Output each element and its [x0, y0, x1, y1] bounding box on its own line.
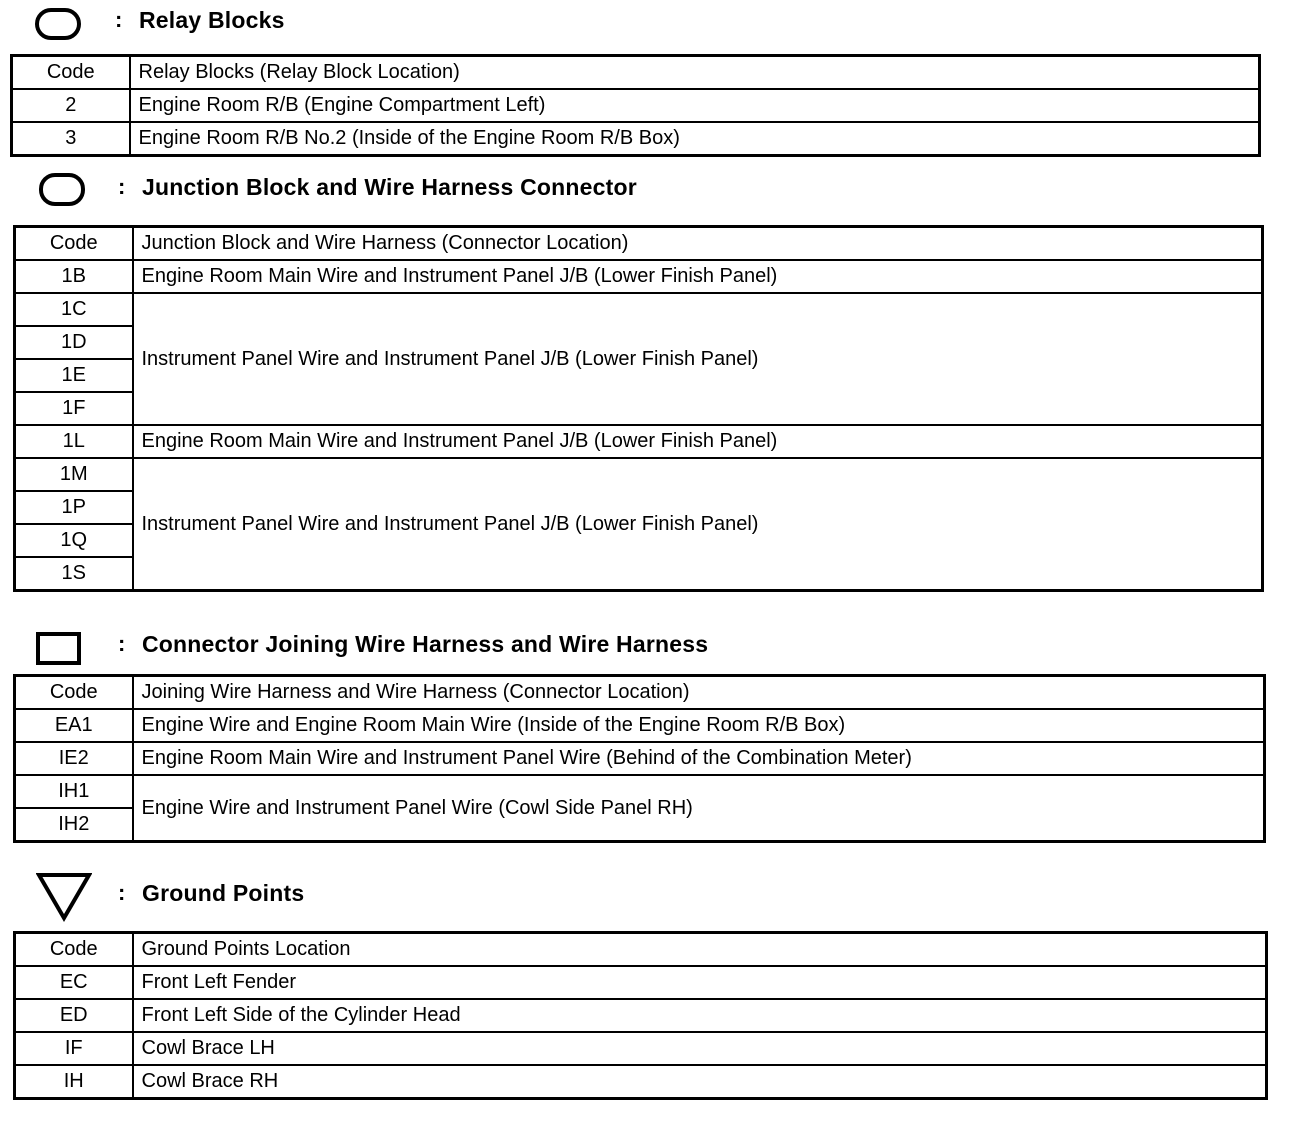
row-description: Engine Room R/B No.2 (Inside of the Engine Room R/B Box) — [130, 122, 1260, 156]
header-description: Joining Wire Harness and Wire Harness (Connector Location) — [133, 676, 1265, 710]
table-row — [15, 709, 1265, 742]
row-code: ED — [15, 999, 133, 1032]
header-code: Code — [15, 933, 133, 967]
row-code: IH1 — [15, 775, 133, 808]
header-description: Junction Block and Wire Harness (Connector Location) — [133, 227, 1263, 261]
row-code: 1Q — [15, 524, 133, 557]
row-description: Instrument Panel Wire and Instrument Panel J/B (Lower Finish Panel) — [133, 293, 1263, 425]
table-row — [15, 999, 1267, 1032]
row-description: Cowl Brace LH — [133, 1032, 1267, 1065]
row-code: IF — [15, 1032, 133, 1065]
header-code: Code — [15, 676, 133, 710]
table-row — [15, 293, 1263, 326]
row-code: 1F — [15, 392, 133, 425]
relay-block-symbol-icon — [35, 8, 81, 40]
table-row — [12, 122, 1260, 156]
junction-block-table — [13, 225, 1264, 592]
row-code: 1E — [15, 359, 133, 392]
table-header-row — [15, 227, 1263, 261]
section-title-relay-blocks: Relay Blocks — [139, 7, 285, 33]
colon: : — [118, 880, 126, 905]
row-code: 1C — [15, 293, 133, 326]
row-code: IH — [15, 1065, 133, 1099]
section-title-ground-points: Ground Points — [142, 880, 305, 906]
row-description: Engine Room Main Wire and Instrument Panel Wire (Behind of the Combination Meter) — [133, 742, 1265, 775]
relay-blocks-table — [10, 54, 1261, 157]
row-code: IE2 — [15, 742, 133, 775]
ground-points-table — [13, 931, 1268, 1100]
table-row — [12, 89, 1260, 122]
table-row — [15, 425, 1263, 458]
row-description: Engine Wire and Engine Room Main Wire (Inside of the Engine Room R/B Box) — [133, 709, 1265, 742]
row-description: Cowl Brace RH — [133, 1065, 1267, 1099]
row-code: IH2 — [15, 808, 133, 842]
row-code: 1S — [15, 557, 133, 591]
row-code: 1L — [15, 425, 133, 458]
row-description: Front Left Side of the Cylinder Head — [133, 999, 1267, 1032]
table-header-row — [12, 56, 1260, 90]
header-code: Code — [15, 227, 133, 261]
row-code: EC — [15, 966, 133, 999]
row-description: Front Left Fender — [133, 966, 1267, 999]
row-description: Instrument Panel Wire and Instrument Panel J/B (Lower Finish Panel) — [133, 458, 1263, 591]
row-code: 1M — [15, 458, 133, 491]
table-row — [15, 1065, 1267, 1099]
section-title-junction-block: Junction Block and Wire Harness Connector — [142, 174, 637, 200]
row-code: 2 — [12, 89, 130, 122]
table-row — [15, 1032, 1267, 1065]
row-code: 3 — [12, 122, 130, 156]
ground-point-triangle-icon — [36, 872, 92, 922]
table-header-row — [15, 933, 1267, 967]
connector-symbol-icon — [36, 632, 81, 665]
header-description: Relay Blocks (Relay Block Location) — [130, 56, 1260, 90]
section-title-connector-joining: Connector Joining Wire Harness and Wire Harness — [142, 631, 709, 657]
table-row — [15, 458, 1263, 491]
row-code: 1D — [15, 326, 133, 359]
header-code: Code — [12, 56, 130, 90]
table-row — [15, 966, 1267, 999]
row-description: Engine Room R/B (Engine Compartment Left) — [130, 89, 1260, 122]
junction-block-symbol-icon — [39, 173, 85, 206]
row-code: 1P — [15, 491, 133, 524]
row-description: Engine Room Main Wire and Instrument Panel J/B (Lower Finish Panel) — [133, 260, 1263, 293]
table-row — [15, 260, 1263, 293]
table-header-row — [15, 676, 1265, 710]
colon: : — [115, 7, 123, 32]
colon: : — [118, 174, 126, 199]
row-code: 1B — [15, 260, 133, 293]
table-row — [15, 742, 1265, 775]
colon: : — [118, 631, 126, 656]
row-description: Engine Wire and Instrument Panel Wire (Cowl Side Panel RH) — [133, 775, 1265, 842]
table-row — [15, 775, 1265, 808]
connector-joining-table — [13, 674, 1266, 843]
header-description: Ground Points Location — [133, 933, 1267, 967]
row-description: Engine Room Main Wire and Instrument Panel J/B (Lower Finish Panel) — [133, 425, 1263, 458]
row-code: EA1 — [15, 709, 133, 742]
